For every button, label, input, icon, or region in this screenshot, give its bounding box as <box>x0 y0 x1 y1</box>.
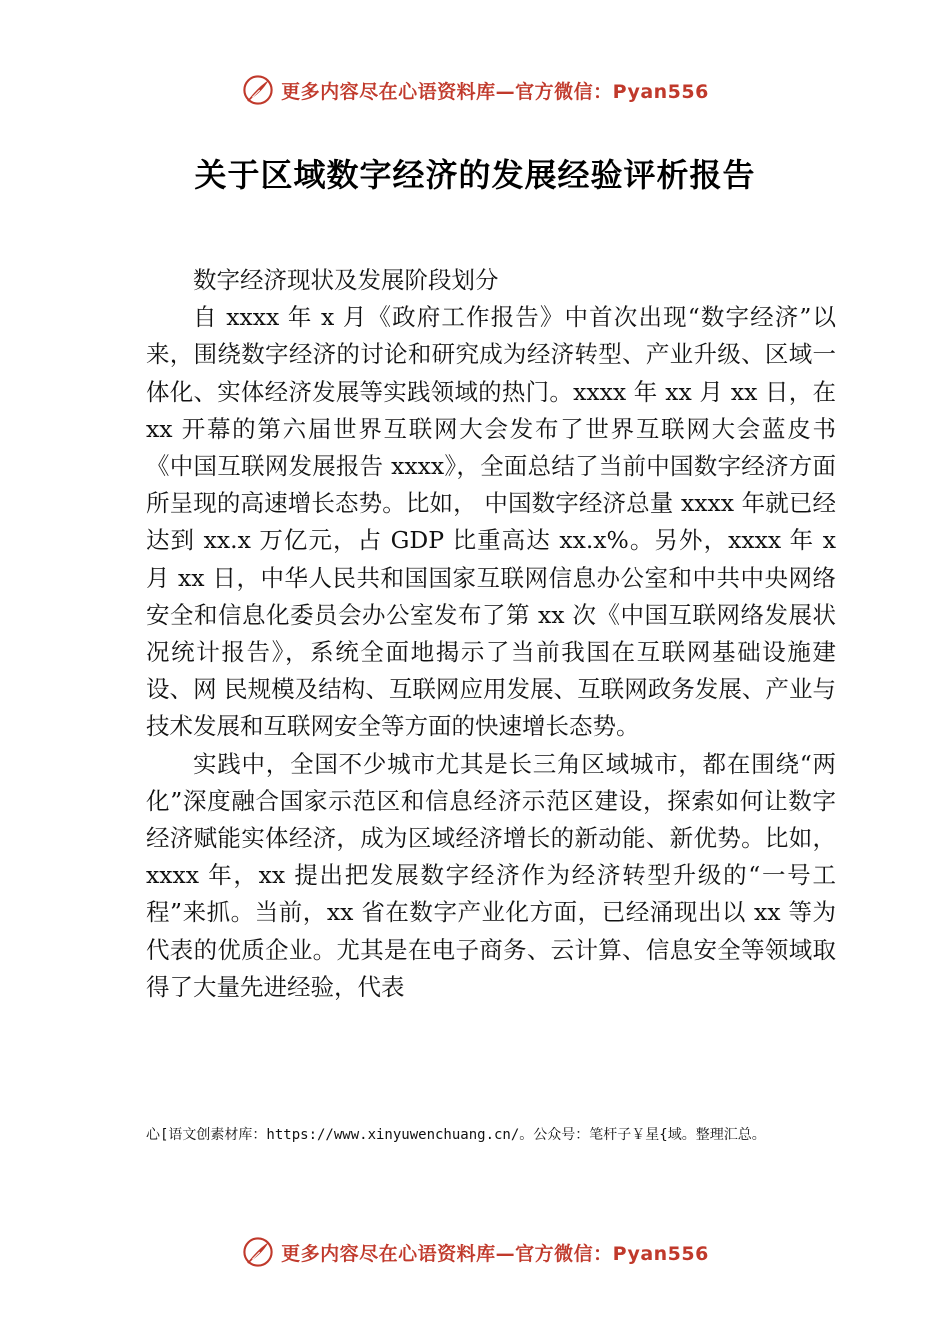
header-wechat-id: Pyan556 <box>612 80 709 103</box>
footer-banner-text <box>281 1239 709 1266</box>
header-banner <box>0 70 950 110</box>
paragraph-1: 自 xxxx 年 x 月《政府工作报告》中首次出现“数字经济”以来，围绕数字经济的讨论和研究成为经济转型、产业升级、区域一体化、实体经济发展等实践领域的热门。xxxx 年 xx 月 xx 日，在 xx 开幕的第六届世界互联网大会发布了世界互联网大会蓝皮书《中国互联网发展报告 xxxx》，全面总结了当前中国数字经济方面所呈现的高速增长态势。比如， 中国数字经济总量 xxxx 年就已经达到 xx.x 万亿元，占 GDP 比重高达 xx.x%。另外，xxxx 年 x 月 xx 日，中华人民共和国国家互联网信息办公室和中共中央网络安全和信息化委员会办公室发布了第 xx 次《中国互联网络发展状况统计报告》，系统全面地揭示了当前我国在互联网基础设施建设、网 民规模及结构、互联网应用发展、互联网政务发展、产业与 技术发展和互联网安全等方面的快速增长态势。 <box>146 303 836 741</box>
header-banner-label: 更多内容尽在心语资料库—官方微信： <box>281 80 613 103</box>
footer-banner-label: 更多内容尽在心语资料库—官方微信： <box>281 1242 613 1265</box>
feather-pen-logo-icon <box>241 1235 275 1269</box>
feather-pen-logo-icon <box>241 73 275 107</box>
footer-banner <box>0 1232 950 1272</box>
footer-wechat-id: Pyan556 <box>612 1242 709 1265</box>
paragraph-2: 实践中，全国不少城市尤其是长三角区域城市，都在围绕“两化”深度融合国家示范区和信息经济示范区建设，探索如何让数字经济赋能实体经济，成为区域经济增长的新动能、新优势。比如，xxxx 年，xx 提出把发展数字经济作为经济转型升级的“一号工程”来抓。当前，xx 省在数字产业化方面，已经涌现出以 xx 等为代表的优质企业。尤其是在电子商务、云计算、信息安全等领域取得了大量先进经验，代表 <box>146 749 836 1001</box>
header-banner-text <box>281 77 709 104</box>
document-body <box>146 262 836 1006</box>
section-heading: 数字经济现状及发展阶段划分 <box>193 266 499 294</box>
source-note: 心[语文创素材库：https://www.xinyuwenchuang.cn/。公众号：笔杆子￥星{域。整理汇总。 <box>146 1127 766 1143</box>
document-title: 关于区域数字经济的发展经验评析报告 <box>194 156 756 194</box>
